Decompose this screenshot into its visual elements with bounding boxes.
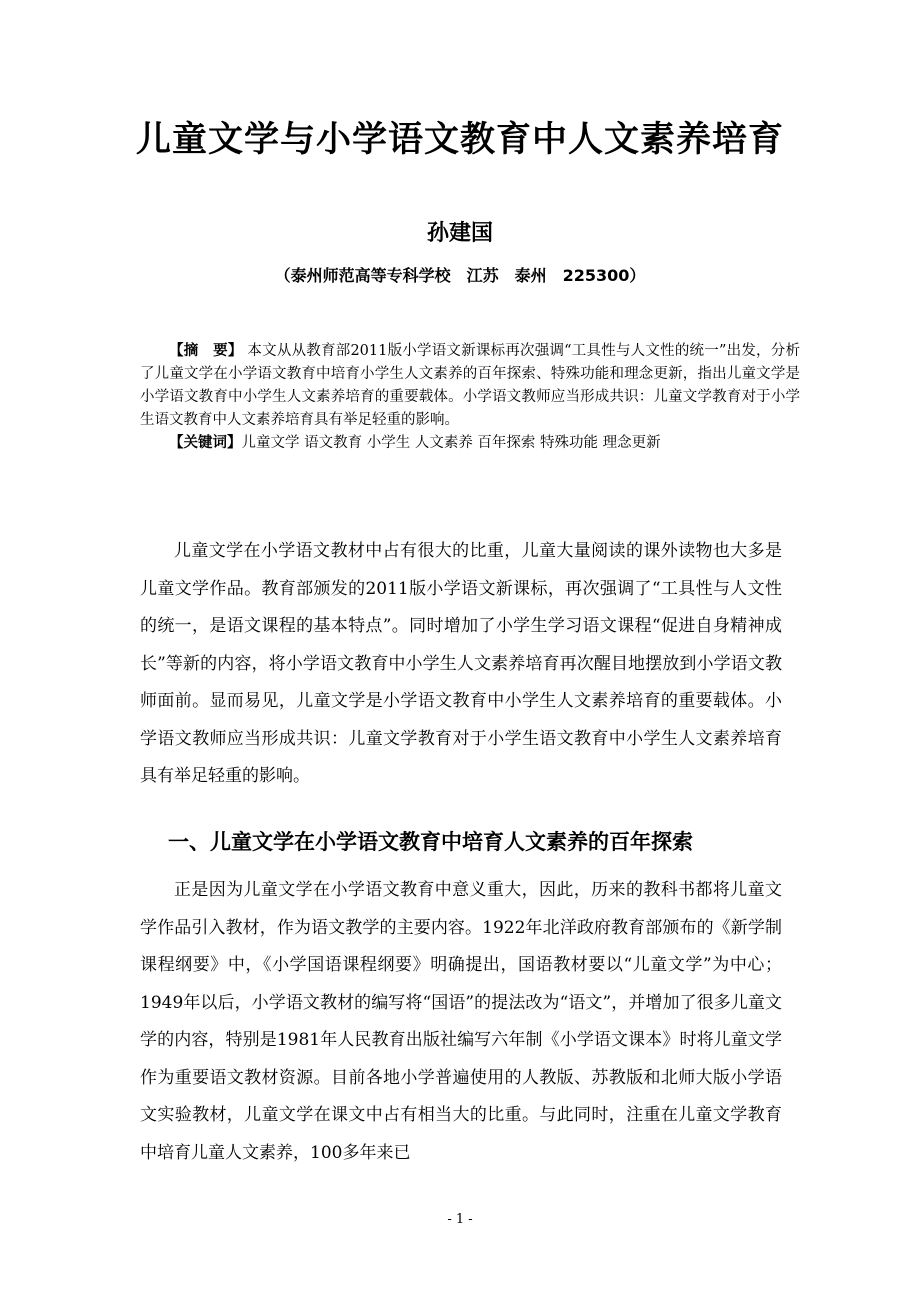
author-affiliation: （泰州师范高等专科学校 江苏 泰州 225300） [274,266,646,285]
section-heading: 一、儿童文学在小学语文教育中培育人文素养的百年探索 [168,830,693,854]
section-paragraph: 正是因为儿童文学在小学语文教育中意义重大，因此，历来的教科书都将儿童文学作品引入教材，作为语文教学的主要内容。1922年北洋政府教育部颁布的《新学制课程纲要》中，《小学国语课程纲要》明确提出，国语教材要以“儿童文学”为中心；1949年以后，小学语文教材的编写将“国语”的提法改为“语文”，并增加了很多儿童文学的内容，特别是1981年人民教育出版社编写六年制《小学语文课本》时将儿童文学作为重要语文教材资源。目前各地小学普遍使用的人教版、苏教版和北师大版小学语文实验教材，儿童文学在课文中占有相当大的比重。与此同时，注重在儿童文学教育中培育儿童人文素养，100多年来已 [140,880,782,1163]
intro-paragraph: 儿童文学在小学语文教材中占有很大的比重，儿童大量阅读的课外读物也大多是儿童文学作品。教育部颁发的2011版小学语文新课标，再次强调了“工具性与人文性的统一，是语文课程的基本特点”。同时增加了小学生学习语文课程“促进自身精神成长”等新的内容，将小学语文教育中小学生人文素养培育再次醒目地摆放到小学语文教师面前。显而易见，儿童文学是小学语文教育中小学生人文素养培育的重要载体。小学语文教师应当形成共识：儿童文学教育对于小学生语文教育中小学生人文素养培育具有举足轻重的影响。 [140,541,782,786]
author-name: 孙建国 [426,221,493,246]
abstract-text: 本文从从教育部2011版小学语文新课标再次强调“工具性与人文性的统一”出发，分析了儿童文学在小学语文教育中培育小学生人文素养的百年探索、特殊功能和理念更新，指出儿童文学是小学语文教育中小学生人文素养培育的重要载体。小学语文教师应当形成共识：儿童文学教育对于小学生语文教育中人文素养培育具有举足轻重的影响。 [140,343,800,428]
abstract-label: 【摘 要】 [169,343,243,359]
page-number: - 1 - [447,1212,473,1227]
section-body [140,872,782,1172]
keywords-paragraph [140,432,800,455]
keywords-label: 【关键词】 [169,435,242,451]
paper-title: 儿童文学与小学语文教育中人文素养培育 [135,120,784,160]
abstract-block [140,340,800,455]
abstract-paragraph [140,340,800,432]
intro-section [140,533,782,796]
keywords-text: 儿童文学 语文教育 小学生 人文素养 百年探索 特殊功能 理念更新 [241,435,661,451]
